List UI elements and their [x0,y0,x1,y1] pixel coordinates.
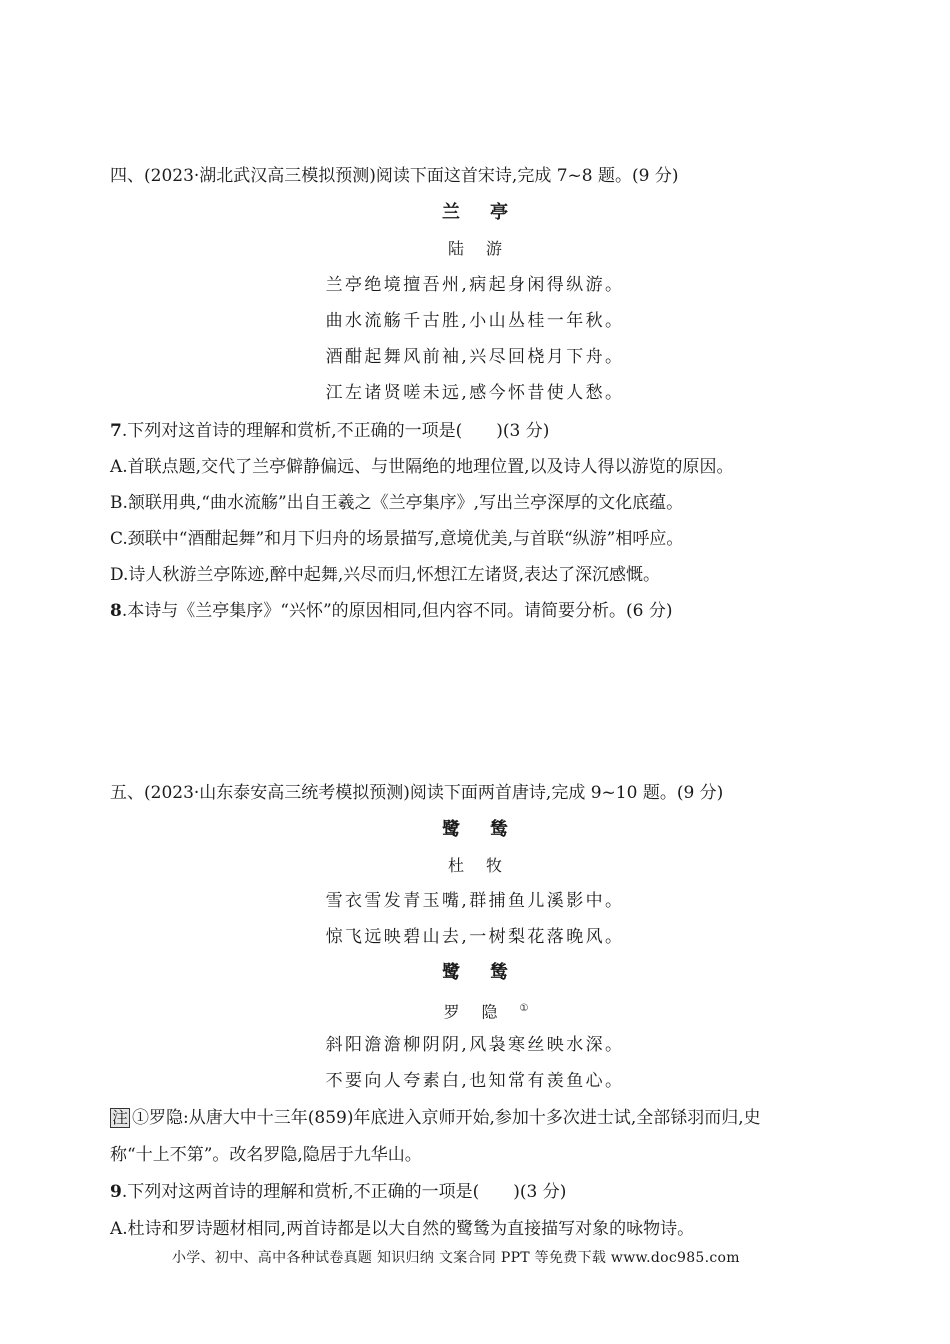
poem-line: 兰亭绝境擅吾州,病起身闲得纵游。 [325,275,625,295]
option-b: B.颔联用典,“曲水流觞”出自王羲之《兰亭集序》,写出兰亭深厚的文化底蕴。 [110,493,684,513]
poem-line: 惊飞远映碧山去,一树梨花落晚风。 [325,927,625,947]
question-text: .本诗与《兰亭集序》“兴怀”的原因相同,但内容不同。请简要分析。(6 分) [121,601,673,621]
poem-line: 不要向人夸素白,也知常有羡鱼心。 [325,1071,625,1091]
note-text: ①罗隐:从唐大中十三年(859)年底进入京师开始,参加十多次进士试,全部铩羽而归,史 [132,1108,761,1128]
question-8-stem [110,600,673,622]
option-a: A.杜诗和罗诗题材相同,两首诗都是以大自然的鹭鸶为直接描写对象的咏物诗。 [110,1219,695,1239]
footnote [110,1107,761,1129]
question-9-stem [110,1181,566,1203]
section-5-header: 五、(2023·山东泰安高三统考模拟预测)阅读下面两首唐诗,完成 9~10 题。(9 分) [110,783,724,803]
question-text: .下列对这首诗的理解和赏析,不正确的一项是( )(3 分) [121,421,550,441]
poem-author-luyou: 陆游 [447,239,524,258]
poem-author-dumu: 杜牧 [447,856,524,875]
poem-title-lusi-1: 鹭鸶 [442,819,538,840]
note-label-badge: 注 [112,1108,129,1127]
question-text: .下列对这两首诗的理解和赏析,不正确的一项是( )(3 分) [121,1182,567,1202]
poem-title-lusi-2: 鹭鸶 [442,962,538,983]
question-number: 7 [110,421,122,441]
footnote-continued: 称“十上不第”。改名罗隐,隐居于九华山。 [110,1145,422,1165]
poem-line: 雪衣雪发青玉嘴,群捕鱼儿溪影中。 [325,891,625,911]
poem-title-lanting: 兰亭 [442,202,538,223]
question-7-stem [110,420,549,442]
poem-author-luoyin [0,998,950,1023]
question-number: 9 [110,1182,122,1202]
poem-line: 斜阳澹澹柳阴阴,风袅寒丝映水深。 [325,1035,625,1055]
page-footer: 小学、初中、高中各种试卷真题 知识归纳 文案合同 PPT 等免费下载 www.doc985.com [172,1250,740,1266]
author-name: 罗隐 [443,1002,520,1022]
poem-line: 江左诸贤嗟未远,感今怀昔使人愁。 [325,383,625,403]
footnote-marker: ① [519,1003,529,1014]
option-d: D.诗人秋游兰亭陈迹,醉中起舞,兴尽而归,怀想江左诸贤,表达了深沉感慨。 [110,565,661,585]
option-a: A.首联点题,交代了兰亭僻静偏远、与世隔绝的地理位置,以及诗人得以游览的原因。 [110,457,734,477]
poem-line: 曲水流觞千古胜,小山丛桂一年秋。 [325,311,625,331]
poem-line: 酒酣起舞风前袖,兴尽回桡月下舟。 [325,347,625,367]
section-4-header: 四、(2023·湖北武汉高三模拟预测)阅读下面这首宋诗,完成 7~8 题。(9 分) [110,166,679,186]
question-number: 8 [110,601,122,621]
option-c: C.颈联中“酒酣起舞”和月下归舟的场景描写,意境优美,与首联“纵游”相呼应。 [110,529,684,549]
